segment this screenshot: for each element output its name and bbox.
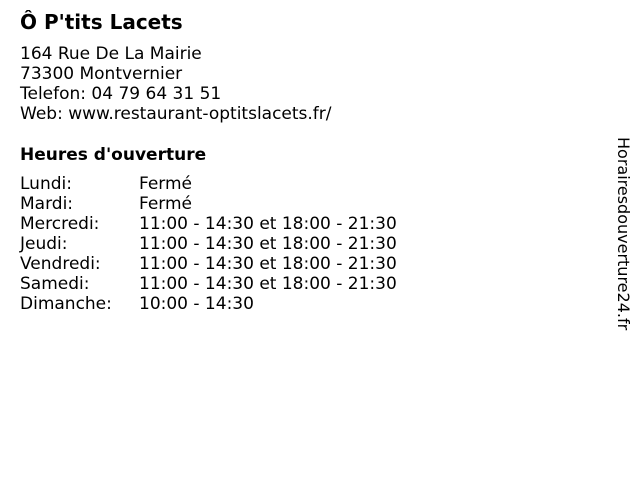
address-block (20, 44, 332, 124)
hours-row-wednesday (20, 214, 397, 234)
day-label: Jeudi: (20, 234, 68, 254)
city-line: 73300 Montvernier (20, 64, 183, 84)
day-hours: 11:00 - 14:30 et 18:00 - 21:30 (139, 254, 397, 274)
day-hours: 11:00 - 14:30 et 18:00 - 21:30 (139, 274, 397, 294)
hours-row-tuesday (20, 194, 397, 214)
day-label: Samedi: (20, 274, 90, 294)
day-hours: Fermé (139, 174, 193, 194)
day-label: Vendredi: (20, 254, 101, 274)
business-name: Ô P'tits Lacets (20, 10, 183, 34)
opening-hours-heading: Heures d'ouverture (20, 145, 207, 165)
day-label: Dimanche: (20, 294, 112, 314)
hours-row-friday (20, 254, 397, 274)
watermark-text: Horairesdouverture24.fr (614, 137, 633, 331)
day-label: Lundi: (20, 174, 72, 194)
hours-row-thursday (20, 234, 397, 254)
street-address: 164 Rue De La Mairie (20, 44, 202, 64)
hours-row-monday (20, 174, 397, 194)
website-line: Web: www.restaurant-optitslacets.fr/ (20, 104, 332, 124)
site-watermark (612, 137, 634, 345)
opening-hours-table (20, 174, 397, 314)
day-hours: 10:00 - 14:30 (139, 294, 254, 314)
day-hours: Fermé (139, 194, 193, 214)
day-label: Mardi: (20, 194, 74, 214)
day-hours: 11:00 - 14:30 et 18:00 - 21:30 (139, 234, 397, 254)
phone-line: Telefon: 04 79 64 31 51 (20, 84, 222, 104)
hours-row-saturday (20, 274, 397, 294)
hours-row-sunday (20, 294, 397, 314)
day-hours: 11:00 - 14:30 et 18:00 - 21:30 (139, 214, 397, 234)
day-label: Mercredi: (20, 214, 100, 234)
